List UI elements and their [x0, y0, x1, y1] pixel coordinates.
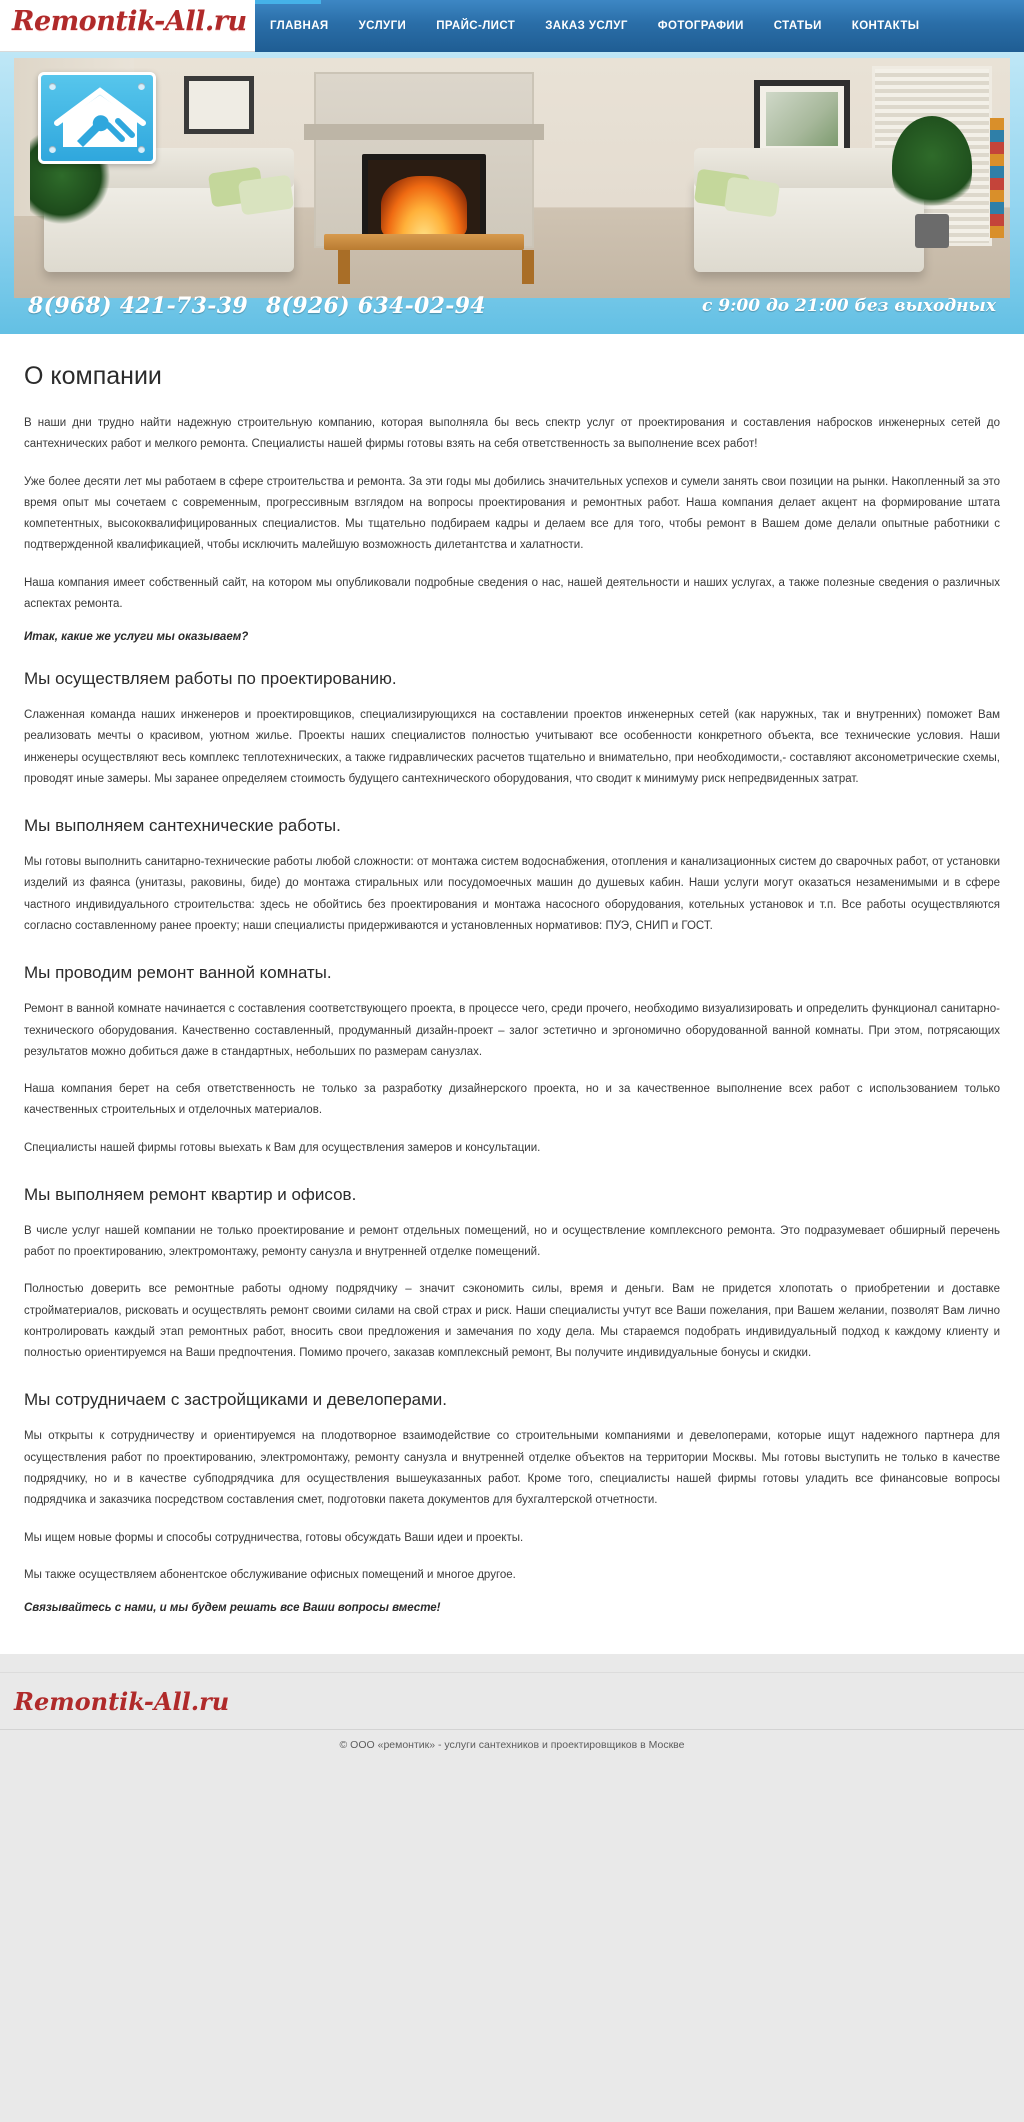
page-title: О компании	[24, 362, 162, 390]
section-heading-apartments: Мы выполняем ремонт квартир и офисов.	[24, 1184, 357, 1204]
coffee-table	[324, 234, 524, 250]
hero-image	[14, 58, 1010, 298]
nav-item-home[interactable]: ГЛАВНАЯ	[270, 20, 329, 32]
intro-paragraph: В наши дни трудно найти надежную строительную компанию, которая выполняла бы весь спектр услуг от проектирования и составления набросков инженерных сетей до сантехнических работ и мелкого ремонта. Специалисты нашей фирмы готовы взять на себя ответственность за выполнение всех работ!	[24, 417, 1000, 451]
section-paragraph: Слаженная команда наших инженеров и проектировщиков, специализирующихся на составлении проектов инженерных сетей (как наружных, так и внутренних) поможет Вам реализовать мечты о красивом, уютном жилье. Проекты наших специалистов полностью учитывают все особенности конкретного объекта, все технические условия. Наши инженеры осуществляют весь комплекс теплотехнических, а также гидравлических расчетов тщательно и внимательно, при необходимости,- составляют аксонометрические схемы, проводят иные замеры. Мы заранее определяем стоимость будущего сантехнического оборудования, что сводит к минимуму риск непредвиденных затрат.	[24, 709, 1000, 785]
section-heading-design: Мы осуществляем работы по проектированию.	[24, 669, 397, 689]
section-paragraph: Ремонт в ванной комнате начинается с составления соответствующего проекта, в процессе чего, среди прочего, необходимо визуализировать и определить функционал санитарно-технического оборудования. Качественно составленный, продуманный дизайн-проект – залог эстетично и эргономично оборудованной ванной комнаты. При этом, потрясающих результатов можно добиться даже в стандартных, небольших по размерам санузлах.	[24, 1003, 1000, 1058]
intro-paragraph: Уже более десяти лет мы работаем в сфере строительства и ремонта. За эти годы мы добились значительных успехов и сумели занять свои позиции на рынки. Накопленный за это время опыт мы сочетаем с современным, прогрессивным взглядом на вопросы проектирования и ремонтных работ. Наша компания делает акцент на формирование штата компетентных, высококвалифицированных специалистов. Мы тщательно подбираем кадры и делаем все для того, чтобы ремонт в Вашем доме делали опытные работники с подтвержденной квалификацией, чтобы исключить малейшую возможность дилетантства и халатности.	[24, 475, 1000, 552]
site-footer	[0, 1672, 1024, 1764]
intro-paragraph: Наша компания имеет собственный сайт, на котором мы опубликовали подробные сведения о нас, нашей деятельности и наших услугах, а также полезные сведения о различных аспектах ремонта.	[24, 576, 1000, 610]
section-heading-bathroom: Мы проводим ремонт ванной комнаты.	[24, 963, 332, 983]
footer-spacer	[0, 1654, 1024, 1672]
section-paragraph: Специалисты нашей фирмы готовы выехать к Вам для осуществления замеров и консультации.	[24, 1141, 541, 1154]
nav-item-services[interactable]: УСЛУГИ	[358, 20, 407, 32]
house-with-tools-icon	[38, 72, 156, 164]
hero-section	[0, 52, 1024, 334]
services-lead-in: Итак, какие же услуги мы оказываем?	[24, 631, 249, 644]
nav-item-articles[interactable]: СТАТЬИ	[773, 20, 822, 32]
section-paragraph: Мы ищем новые формы и способы сотрудничества, готовы обсуждать Ваши идеи и проекты.	[24, 1531, 524, 1544]
nav-item-contacts[interactable]: КОНТАКТЫ	[851, 20, 920, 32]
section-paragraph: Мы открыты к сотрудничеству и ориентируемся на плодотворное взаимодействие со строительными компаниями и девелоперами, которые ищут надежного партнера для осуществления работ по проектированию, электромонтажу, ремонту санузла и внутренней отделке объектов на территории Москвы. Мы готовы выступить не только в качестве подрядчику, но и в качестве субподрядчика для осуществления вышеуказанных работ. Кроме того, специалисты нашей фирмы готовы уладить все финансовые вопросы подрядчика и заказчика посредством составления смет, подготовки пакета документов для бухгалтерской отчетности.	[24, 1430, 1000, 1507]
striped-wall-art	[990, 118, 1004, 238]
fireplace	[362, 154, 486, 246]
footer-logo[interactable]: Remontik-All.ru	[14, 1687, 230, 1717]
nav-item-photos[interactable]: ФОТОГРАФИИ	[657, 20, 744, 32]
section-paragraph: В числе услуг нашей компании не только проектирование и ремонт отдельных помещений, но и осуществление комплексного ремонта. Это подразумевает обширный перечень работ по проектированию, электромонтажу, ремонту санузла и внутренней отделке помещений.	[24, 1224, 1000, 1259]
phone-group	[28, 293, 486, 319]
nav-item-order[interactable]: ЗАКАЗ УСЛУГ	[545, 20, 628, 32]
pillow	[724, 177, 780, 218]
wall-picture-left	[184, 76, 254, 134]
phone-number-1[interactable]: 8(968) 421-73-39	[28, 293, 248, 319]
fire-flames	[381, 176, 467, 240]
main-navigation	[255, 0, 934, 52]
plant-right	[890, 116, 974, 248]
pillow	[238, 175, 294, 216]
living-room-illustration	[14, 58, 1010, 298]
working-hours: с 9:00 до 21:00 без выходных	[702, 296, 996, 316]
fireplace-mantel	[304, 124, 544, 140]
contact-bar	[14, 286, 1010, 326]
footer-divider	[0, 1729, 1024, 1730]
section-paragraph: Полностью доверить все ремонтные работы одному подрядчику – значит сэкономить силы, время и деньги. Вам не придется хлопотать о приобретении и доставке стройматериалов, рисковать и осуществлять ремонт своими силами на свой страх и риск. Наши специалисты учтут все Ваши пожелания, при Вашем желании, позволят Вам лично контролировать каждый этап ремонтных работ, вносить свои предложения и замечания по ходу дела. Мы стараемся подобрать индивидуальный подход к каждому клиенту и полностью ориентируемся на Ваши предпочтения. Помимо прочего, заказав комплексный ремонт, Вы получите индивидуальные бонусы и скидки.	[24, 1283, 1000, 1360]
site-logo[interactable]: Remontik-All.ru	[12, 6, 247, 37]
section-heading-developers: Мы сотрудничаем с застройщиками и девелоперами.	[24, 1390, 448, 1410]
wall-picture-right	[754, 80, 850, 158]
site-header	[0, 0, 1024, 52]
phone-number-2[interactable]: 8(926) 634-02-94	[265, 293, 486, 319]
main-content	[0, 334, 1024, 1654]
copyright-text: © ООО «ремонтик» - услуги сантехников и проектировщиков в Москве	[339, 1739, 685, 1752]
section-paragraph: Наша компания берет на себя ответственность не только за разработку дизайнерского проекта, но и за качественное выполнение всех работ с использованием только качественных строительных и отделочных материалов.	[24, 1083, 1000, 1117]
nav-item-pricelist[interactable]: ПРАЙС-ЛИСТ	[436, 20, 516, 32]
section-paragraph: Мы также осуществляем абонентское обслуживание офисных помещений и многое другое.	[24, 1568, 516, 1581]
section-paragraph: Мы готовы выполнить санитарно-технические работы любой сложности: от монтажа систем водоснабжения, отопления и канализационных систем до сварочных работ, от установки изделий из фаянса (унитазы, раковины, биде) до монтажа стиральных или посудомоечных машин до душевых кабин. Наши услуги могут оказаться незаменимыми и в сфере частного индивидуального строительства: здесь не обойтись без проектирования и монтажа насосного оборудования, котельных установок и т.п. Все работы осуществляются согласно составленному ранее проекту; наши специалисты придерживаются и установленных нормативов: ПУЭ, СНИП и ГОСТ.	[24, 856, 1000, 932]
section-heading-plumbing: Мы выполняем сантехнические работы.	[24, 816, 341, 836]
closing-call-to-action: Связывайтесь с нами, и мы будем решать все Ваши вопросы вместе!	[24, 1602, 441, 1615]
